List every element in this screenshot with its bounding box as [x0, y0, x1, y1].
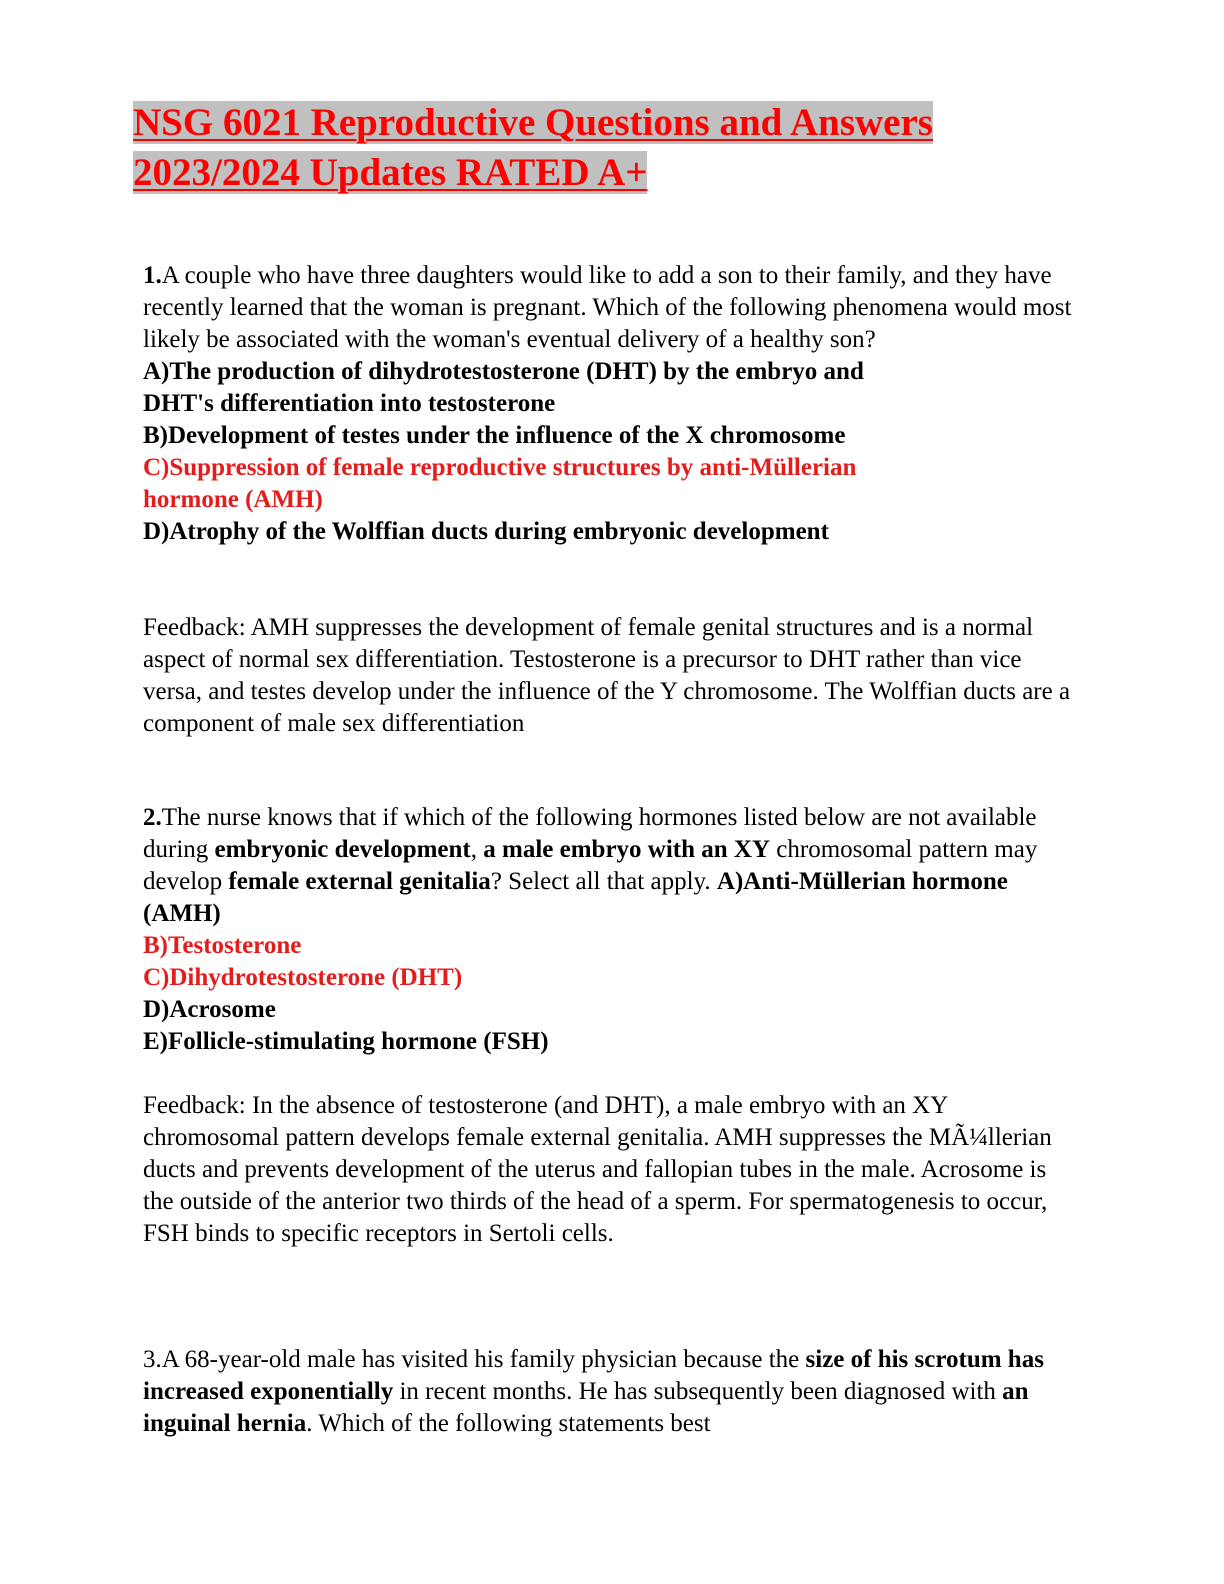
stem-text: . Which of the following statements best	[306, 1410, 711, 1437]
question-2-option-d: D)Acrosome	[143, 996, 276, 1023]
question-1-option-a	[143, 356, 1083, 420]
feedback-text: Feedback: AMH suppresses the development of female genital structures and is a normal aspect of normal sex differentiation. Testosterone is a precursor to DHT rather than vice versa, and testes develop under the influence of the Y chromosome. The Wolffian ducts are a component of male sex differentiation	[143, 614, 1071, 737]
title-line-1: NSG 6021 Reproductive Questions and Answers	[133, 101, 933, 144]
question-2-option-e: E)Follicle-stimulating hormone (FSH)	[143, 1028, 549, 1055]
stem-emphasis: an inguinal hernia	[143, 1378, 1029, 1437]
question-3-number: 3.	[143, 1346, 162, 1373]
stem-text: chromosomal pattern may develop	[143, 836, 1038, 895]
feedback-text: Feedback: In the absence of testosterone (and DHT), a male embryo with an XY chromosomal pattern develops female external genitalia. AMH suppresses the MÃ¼llerian ducts and prevents development of the uterus and fallopian tubes in the male. Acrosome is the outside of the anterior two thirds of the head of a sperm. For spermatogenesis to occur, FSH binds to specific receptors in Sertoli cells.	[143, 1092, 1052, 1247]
question-2-option-b-correct: B)Testosterone	[143, 932, 302, 959]
question-2-feedback	[143, 1090, 1083, 1250]
question-1-text: A couple who have three daughters would like to add a son to their family, and they have recently learned that the woman is pregnant. Which of the following phenomena would most likely be associated with the woman's eventual delivery of a healthy son?	[143, 262, 1072, 353]
question-3	[143, 1344, 1083, 1440]
question-1-stem	[143, 260, 1083, 356]
question-2-number: 2.	[143, 804, 162, 831]
stem-emphasis: female external genitalia	[228, 868, 491, 895]
question-1-option-b: B)Development of testes under the influence of the X chromosome	[143, 422, 846, 449]
stem-text: A 68-year-old male has visited his family physician because the	[161, 1346, 806, 1373]
question-1-option-d: D)Atrophy of the Wolffian ducts during embryonic development	[143, 518, 829, 545]
question-2-stem	[143, 802, 1083, 930]
stem-emphasis: a male embryo with an XY	[483, 836, 771, 863]
stem-text: ? Select all that apply.	[490, 868, 717, 895]
question-1-feedback	[143, 612, 1083, 740]
option-c-line-1: C)Suppression of female reproductive structures by anti-Müllerian	[143, 454, 857, 481]
question-1-option-c-correct	[143, 452, 1083, 516]
stem-text: ,	[470, 836, 484, 863]
title-line-2: 2023/2024 Updates RATED A+	[133, 151, 648, 194]
stem-emphasis: embryonic development	[214, 836, 471, 863]
stem-text: The nurse knows that if which of the following hormones listed below are not available during	[143, 804, 1037, 863]
question-2-option-a: A)Anti-Müllerian hormone (AMH)	[143, 868, 1008, 927]
option-c-line-2: hormone (AMH)	[143, 486, 323, 513]
question-2	[143, 802, 1083, 1058]
question-1-number: 1.	[143, 262, 162, 289]
document-title	[133, 98, 1053, 198]
stem-emphasis: size of his scrotum has increased exponentially	[143, 1346, 1044, 1405]
question-3-stem	[143, 1344, 1083, 1440]
question-2-option-c-correct: C)Dihydrotestosterone (DHT)	[143, 964, 463, 991]
option-a-line-1: A)The production of dihydrotestosterone (DHT) by the embryo and	[143, 358, 864, 385]
option-a-line-2: DHT's differentiation into testosterone	[143, 390, 556, 417]
question-1	[143, 260, 1083, 548]
stem-text: in recent months. He has subsequently been diagnosed with	[393, 1378, 1003, 1405]
